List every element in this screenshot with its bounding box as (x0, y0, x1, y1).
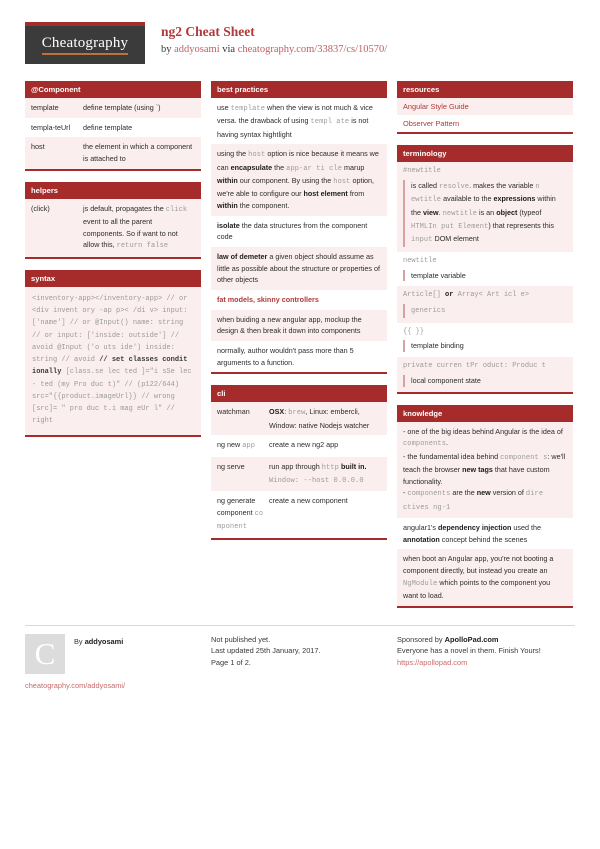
list-item: isolate the data structures from the component code (211, 216, 387, 247)
row-value: js default, propagates the click event to all the parent components. So if want to not allow this, return false (83, 203, 188, 251)
footer-meta-col (211, 634, 387, 691)
publish-status: Not published yet. (211, 634, 271, 644)
rows-helpers (25, 199, 201, 257)
sponsor-prefix: Sponsored by (397, 634, 445, 644)
via-text: via (219, 43, 238, 55)
block-title-cli: cli (211, 385, 387, 402)
list-item: - one of the big ideas behind Angular is the idea of components. - the fundamental idea behind component s: we'll teach the browser new tags that have custom functionality. - components are the new version of dire ctives ng-1 (397, 422, 573, 518)
block-terminology (397, 145, 573, 394)
table-row (211, 491, 387, 537)
block-title-terminology: terminology (397, 145, 573, 162)
page-footer (25, 625, 575, 691)
row-value: define template (83, 122, 133, 132)
title-block (161, 22, 387, 57)
rows-best-practices (211, 98, 387, 372)
block-title-best-practices: best practices (211, 81, 387, 98)
block-resources (397, 81, 573, 134)
code-block: <inventory-app></inventory-app> // or <div invent ory -ap p>< /di v> input: ['name'] // or @Input() name: string // or input: ['inside: outside'] // avoid @Input ('o uts ide') inside: string // avoid // set classes condit ionally [class.se lec ted ]="i sSe lec - ted (my Pro duc t)" // (p122/644) src="{{product.imageUrl}} // wrong [src]= " pro duc t.i mag eUr l" // right (25, 287, 201, 435)
row-value: OSX: brew, Linux: embercli, Window: native Nodejs watcher (269, 407, 370, 430)
term-definition: is called resolve. makes the variable n ewtitle available to the expressions within the view. newtitle is an object (typeof HTMLIn put Element) that represents this input DOM element (403, 180, 567, 247)
list-item: fat models, skinny controllers (211, 290, 387, 310)
rows-component (25, 98, 201, 169)
term-entry (397, 252, 573, 287)
author-line (25, 634, 201, 674)
sponsor-link[interactable]: https://apollopad.com (397, 657, 468, 667)
link-observer-pattern[interactable]: Observer Pattern (403, 119, 460, 129)
avatar: C (25, 634, 65, 674)
page-header (0, 0, 600, 64)
author-byline (74, 634, 123, 647)
block-cli (211, 385, 387, 539)
resource-link-row[interactable] (397, 98, 573, 115)
list-item: when boot an Angular app, you're not booting a component directly, but instead you create an NgModule which points to the component you want to load. (397, 549, 573, 605)
block-component (25, 81, 201, 171)
row-key: (click) (31, 203, 50, 213)
row-key: templa-teUrl (31, 122, 71, 132)
term-key: {{ }} (403, 327, 425, 336)
term-entry (397, 162, 573, 252)
rows-knowledge (397, 422, 573, 606)
row-value: create a new ng2 app (269, 440, 339, 450)
term-key: Article[] or Array< Art icl e> (403, 291, 530, 300)
list-item: angular1's dependency injection used the annotation concept behind the scenes (397, 518, 573, 549)
rows-cli (211, 402, 387, 537)
by-prefix: by (161, 43, 175, 55)
table-row (25, 137, 201, 168)
term-key: newtitle (403, 256, 437, 265)
row-value: the element in which a component is attached to (83, 142, 193, 164)
table-row (211, 435, 387, 456)
content-columns (0, 64, 600, 619)
row-key: ng new app (217, 440, 256, 451)
cheatography-logo[interactable] (25, 22, 145, 64)
term-entry (397, 357, 573, 392)
term-definition: local component state (403, 375, 567, 387)
block-title-helpers: helpers (25, 182, 201, 199)
footer-author-name: addyosami (84, 636, 124, 646)
sponsor-name: ApolloPad.com (444, 634, 499, 644)
list-item: use template when the view is not much & vice versa. the drawback of using templ ate is not having syntax hightlight (211, 98, 387, 144)
block-knowledge (397, 405, 573, 608)
block-helpers (25, 182, 201, 259)
by-label: By (74, 636, 85, 646)
term-key: private curren tPr oduct: Produc t (403, 362, 546, 371)
sponsor-line (397, 634, 573, 645)
row-key: host (31, 142, 45, 152)
row-key: watchman (217, 407, 250, 417)
term-definition: generics (403, 304, 567, 317)
list-item: law of demeter a given object should assume as little as possible about the structure or properties of other objects (211, 247, 387, 290)
table-row (25, 118, 201, 138)
source-url-link[interactable]: cheatography.com/33837/cs/10570/ (237, 43, 388, 55)
term-definition: template binding (403, 340, 567, 352)
row-key: ng generate component co mponent (217, 496, 264, 532)
link-angular-style-guide[interactable]: Angular Style Guide (403, 102, 469, 112)
block-best-practices (211, 81, 387, 374)
row-key: ng serve (217, 461, 245, 471)
block-title-syntax: syntax (25, 270, 201, 287)
table-row (25, 98, 201, 118)
list-item: when buiding a new angular app, mockup the design & then break it down into components (211, 310, 387, 341)
table-row (211, 402, 387, 435)
sponsor-tagline: Everyone has a novel in them. Finish Yours! (397, 646, 541, 656)
column-2 (211, 81, 387, 551)
last-updated: Last updated 25th January, 2017. (211, 646, 321, 656)
column-3 (397, 81, 573, 619)
block-title-component: @Component (25, 81, 201, 98)
row-value: define template (using `) (83, 103, 161, 113)
logo-text: Cheatography (42, 35, 129, 55)
term-entry (397, 286, 573, 322)
profile-link[interactable]: cheatography.com/addyosami/ (25, 680, 126, 690)
list-item: normally, author wouldn't pass more than 5 arguments to a function. (211, 341, 387, 372)
term-definition: template variable (403, 270, 567, 282)
row-value: run app through http built in. Window: --host 0.0.0.0 (269, 461, 367, 486)
block-title-resources: resources (397, 81, 573, 98)
block-title-knowledge: knowledge (397, 405, 573, 422)
author-link[interactable]: addyosami (174, 43, 220, 55)
table-row (211, 457, 387, 492)
resource-link-row[interactable] (397, 115, 573, 132)
page-info: Page 1 of 2. (211, 657, 251, 667)
list-item: using the host option is nice because it means we can encapsulate the app-ar ti cle marup within our component. By using the host option, we're able to configure our host element from within the component. (211, 144, 387, 215)
byline (161, 43, 387, 57)
block-syntax (25, 270, 201, 437)
term-key: #newtitle (403, 167, 441, 176)
term-entry (397, 323, 573, 358)
row-value: create a new component (269, 496, 348, 506)
rows-terminology (397, 162, 573, 391)
table-row (25, 199, 201, 257)
rows-resources (397, 98, 573, 132)
footer-author-col (25, 634, 201, 691)
column-1 (25, 81, 201, 448)
footer-sponsor-col (397, 634, 573, 691)
row-key: template (31, 103, 59, 113)
page-title: ng2 Cheat Sheet (161, 24, 255, 39)
